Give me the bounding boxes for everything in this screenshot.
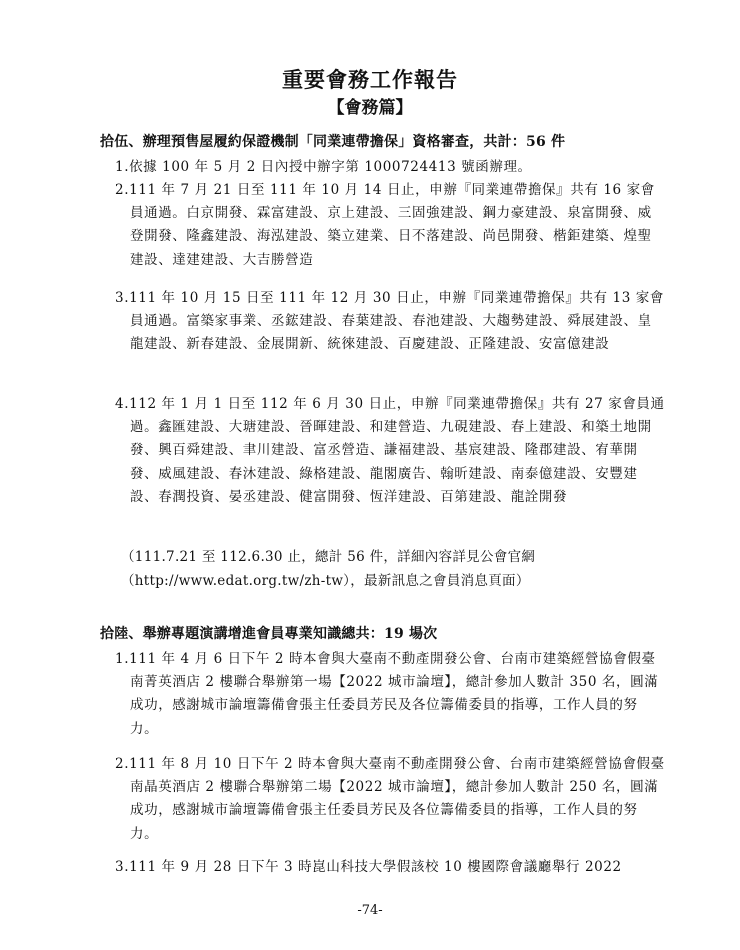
report-subtitle: 【會務篇】 bbox=[327, 98, 413, 118]
summary-note-line1: （111.7.21 至 112.6.30 止，總計 56 件，詳細內容詳見公會官網 bbox=[121, 549, 536, 565]
list-item: 1.111 年 4 月 6 日下午 2 時本會與大臺南不動產開發公會、台南市建築經營協會假臺南菁英酒店 2 樓聯合舉辦第一場【2022 城市論壇】，總計參加人數計 350 名，圓滿成功，感謝城市論壇籌備會張主任委員芳民及各位籌備委員的指導，工作人員的努力。 bbox=[115, 651, 659, 737]
list-item: 2.111 年 7 月 21 日至 111 年 10 月 14 日止，申辦『同業連帶擔保』共有 16 家會員通過。白京開發、霖富建設、京上建設、三固強建設、鋼力豪建設、泉富開發、威登開發、隆鑫建設、海泓建設、築立建業、日不落建設、尚邑開發、楷鉅建築、煌聖建設、達建建設、大吉勝營造 bbox=[115, 182, 655, 268]
list-item: 4.112 年 1 月 1 日至 112 年 6 月 30 日止，申辦『同業連帶擔保』共有 27 家會員通過。鑫匯建設、大瑭建設、晉暉建設、和建營造、九硯建設、春上建設、和築土地開發、興百舜建設、聿川建設、富丞營造、謙福建設、基宸建設、隆郡建設、宥華開發、威風建設、春沐建設、綠格建設、龍閣廣告、翰昕建設、南泰億建設、安豐建設、春潤投資、晏丞建設、健富開發、恆洋建設、百第建設、龍詮開發 bbox=[115, 396, 665, 505]
list-item: 3.111 年 10 月 15 日至 111 年 12 月 30 日止，申辦『同業連帶擔保』共有 13 家會員通過。富築家事業、丞鋐建設、春葉建設、春池建設、大趨勢建設、舜展建設、皇龍建設、新春建設、金展開新、統徠建設、百慶建設、正隆建設、安富億建設 bbox=[115, 290, 664, 353]
list-item: 2.111 年 8 月 10 日下午 2 時本會與大臺南不動產開發公會、台南市建築經營協會假臺南晶英酒店 2 樓聯合舉辦第二場【2022 城市論壇】，總計參加人數計 250 名，圓滿成功，感謝城市論壇籌備會張主任委員芳民及各位籌備委員的指導，工作人員的努力。 bbox=[115, 756, 665, 842]
report-title: 重要會務工作報告 bbox=[282, 67, 458, 92]
section-heading-guarantee: 拾伍、辦理預售屋履約保證機制「同業連帶擔保」資格審查，共計：56 件 bbox=[100, 134, 566, 150]
section-heading-lectures: 拾陸、舉辦專題演講增進會員專業知識總共：19 場次 bbox=[100, 626, 438, 642]
summary-note-line2: （http://www.edat.org.tw/zh-tw），最新訊息之會員消息頁面） bbox=[121, 573, 530, 589]
list-item: 1.依據 100 年 5 月 2 日內授中辦字第 1000724413 號函辦理。 bbox=[115, 159, 532, 175]
page-number: -74- bbox=[357, 903, 383, 918]
list-item: 3.111 年 9 月 28 日下午 3 時崑山科技大學假該校 10 樓國際會議廳舉行 2022 bbox=[115, 859, 622, 875]
